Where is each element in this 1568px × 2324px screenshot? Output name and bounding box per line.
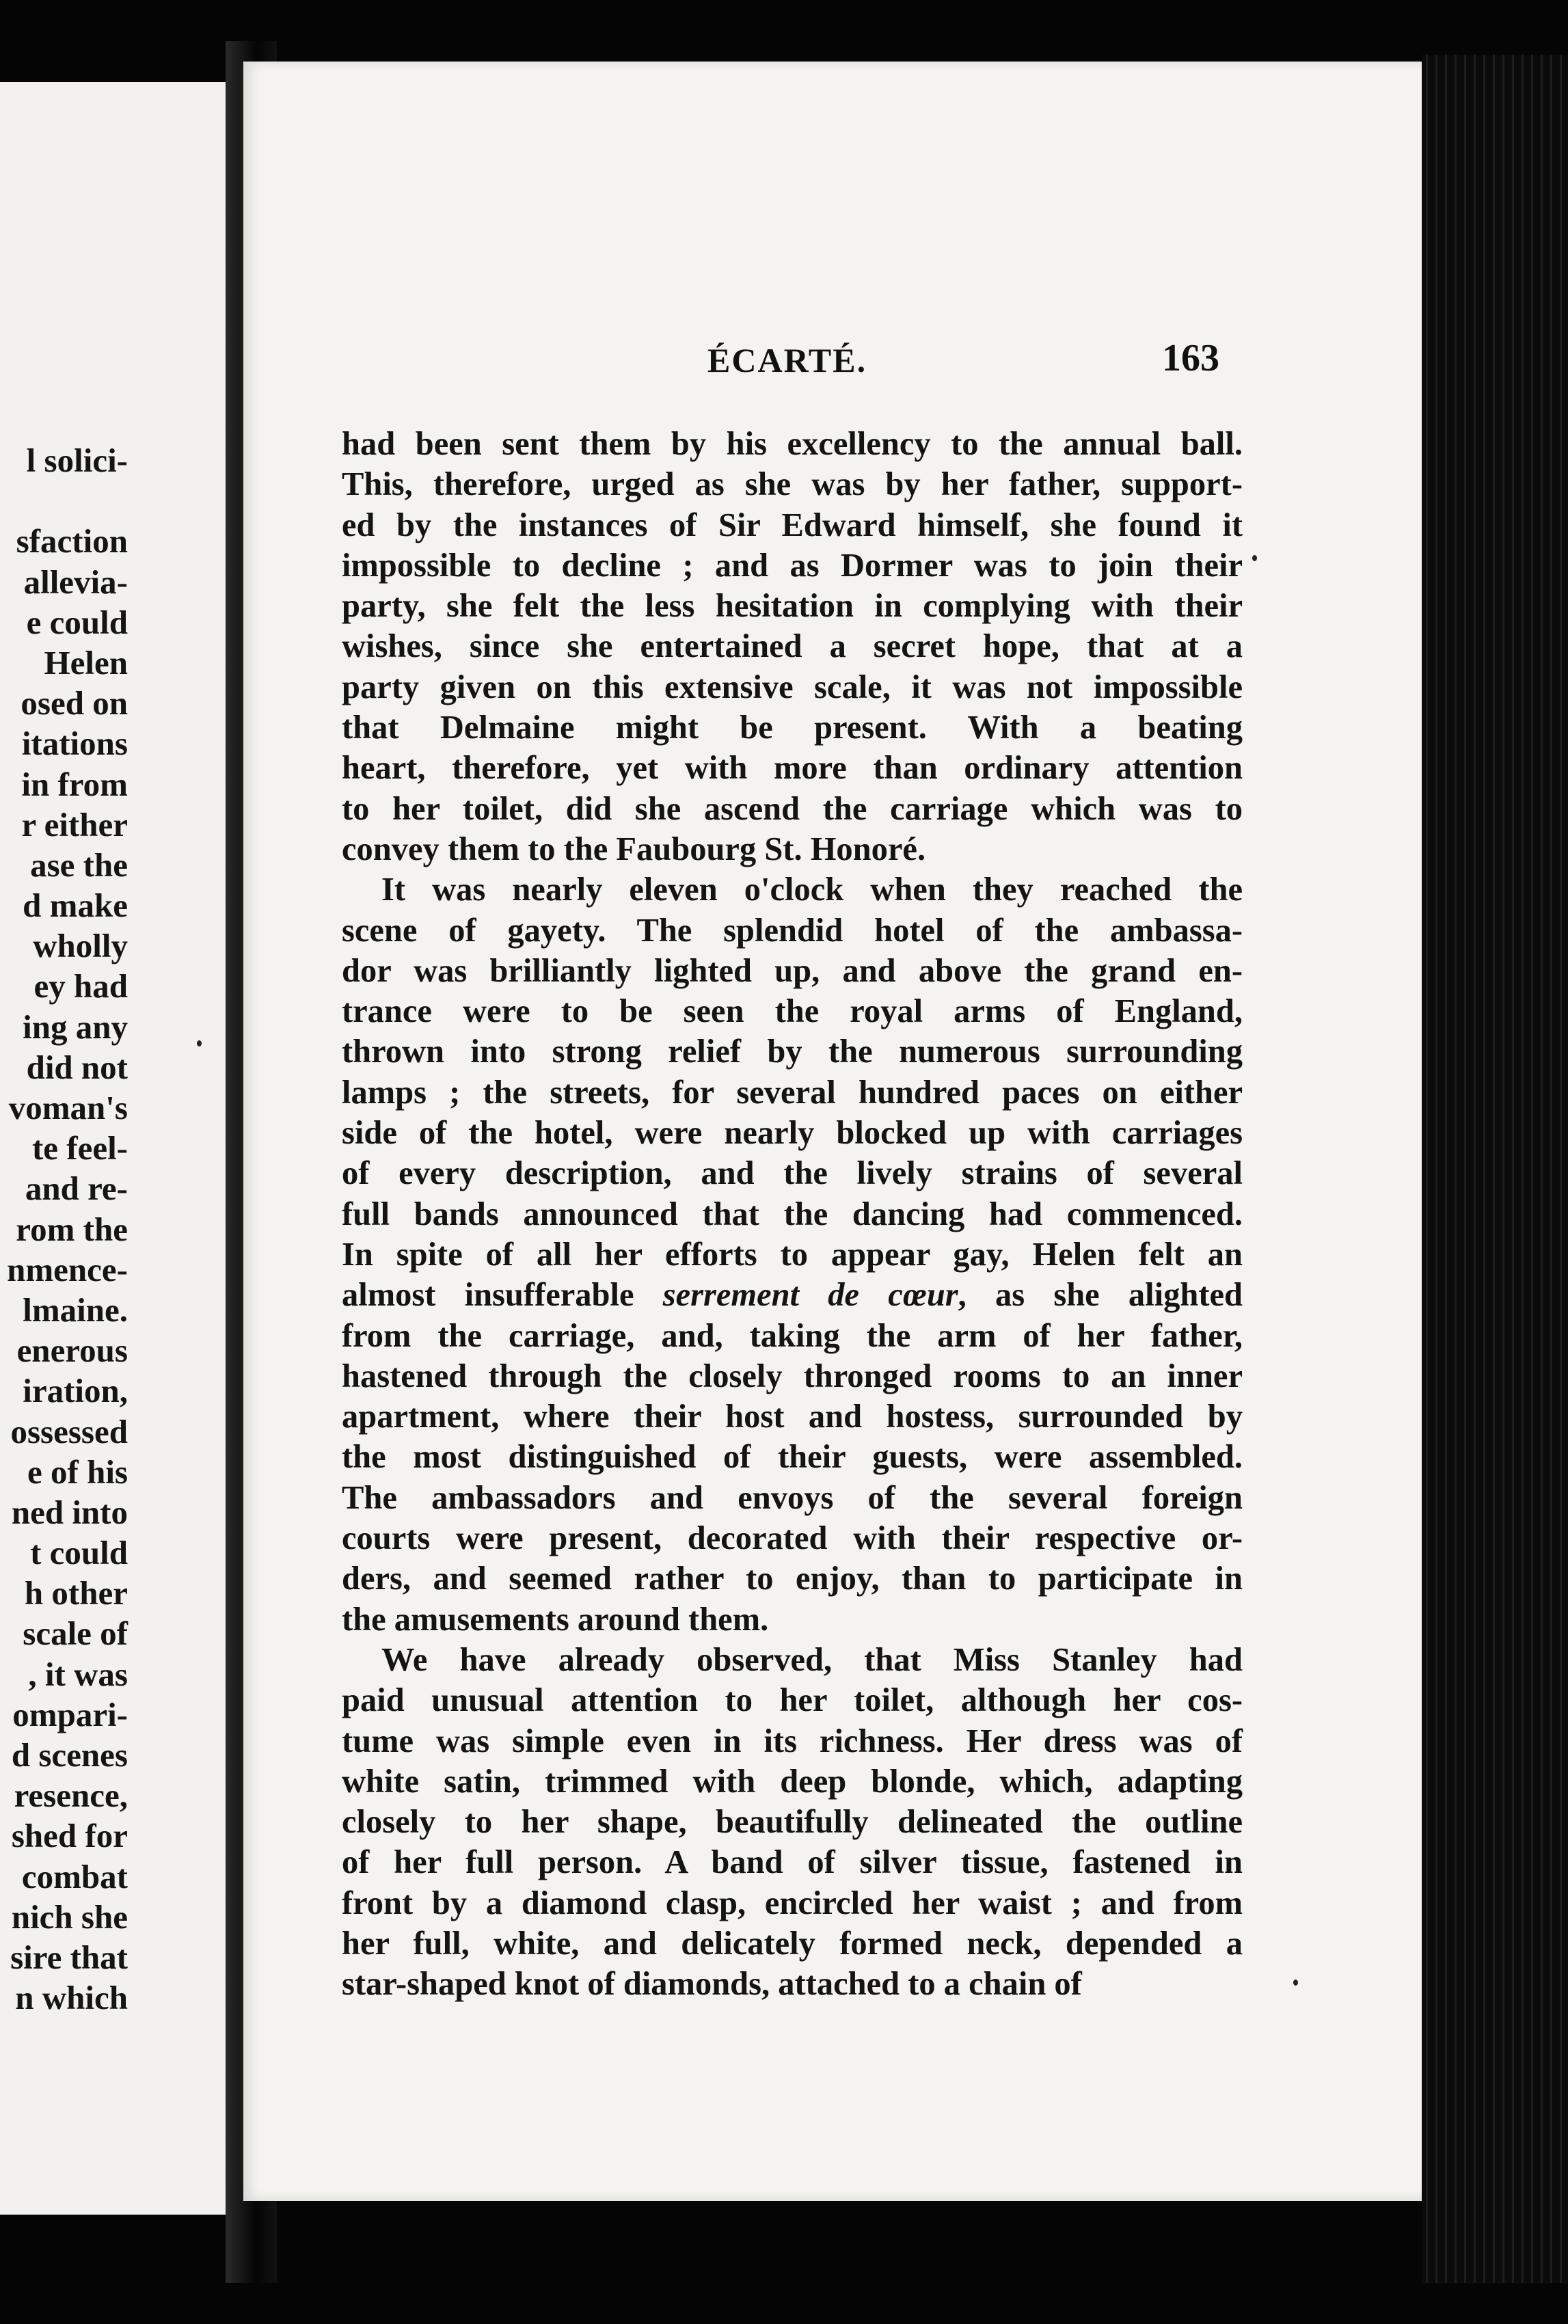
left-page-text [0, 440, 128, 2018]
paragraph [342, 1640, 1243, 2005]
text-line: party given on this extensive scale, it was not impossible [342, 668, 1243, 705]
ink-fleck [197, 1040, 202, 1046]
running-head: ÉCARTÉ. [707, 341, 867, 379]
text-line: side of the hotel, were nearly blocked up with carriages [342, 1115, 1243, 1152]
left-page-line: did not [26, 1048, 128, 1086]
text-line: courts were present, decorated with their respective or- [342, 1520, 1243, 1557]
text-line: This, therefore, urged as she was by her father, support- [342, 466, 1243, 503]
text-line: her full, white, and delicately formed neck, depended a [342, 1925, 1243, 1962]
left-page-line: ompari- [12, 1695, 128, 1733]
left-page-line: resence, [14, 1776, 128, 1815]
left-page-line: Helen [44, 643, 128, 681]
left-page-line: combat [21, 1857, 128, 1895]
text-line: full bands announced that the dancing had commenced. [342, 1195, 1243, 1232]
text-line: convey them to the Faubourg St. Honoré. [342, 830, 926, 867]
left-page-line: and re- [25, 1170, 128, 1208]
text-line: In spite of all her efforts to appear gay, Helen felt an [342, 1236, 1243, 1273]
left-page-line: voman's [8, 1089, 128, 1126]
left-page-line: in from [21, 765, 128, 803]
left-page-line: l solici- [26, 442, 128, 479]
left-page-line: , it was [28, 1655, 128, 1693]
text-line: apartment, where their host and hostess, surrounded by [342, 1399, 1243, 1435]
text-line: lamps ; the streets, for several hundred paces on either [342, 1074, 1243, 1111]
left-page-line: h other [24, 1574, 128, 1612]
left-page-line: ey had [33, 967, 128, 1005]
body-text [342, 424, 1243, 2005]
left-page-line: wholly [33, 927, 128, 965]
left-page-line: iration, [23, 1372, 128, 1410]
left-page-line: d scenes [11, 1736, 128, 1774]
text-line: the amusements around them. [342, 1601, 769, 1638]
left-page-line: allevia- [23, 563, 128, 601]
text-line: trance were to be seen the royal arms of England, [342, 993, 1243, 1030]
text-line: tume was simple even in its richness. Her dress was of [342, 1722, 1243, 1759]
left-page-line: nich she [11, 1897, 128, 1936]
left-page-line: n which [15, 1979, 128, 2017]
ink-fleck [1252, 555, 1257, 561]
text-line: heart, therefore, yet with more than ordinary attention [342, 750, 1243, 787]
paragraph [342, 869, 1243, 1640]
text-line: to her toilet, did she ascend the carriage which was to [342, 790, 1243, 827]
left-page-line: ned into [11, 1493, 128, 1531]
ink-fleck [1293, 1980, 1298, 1986]
text-line: of her full person. A band of silver tissue, fastened in [342, 1844, 1243, 1881]
left-page-line: ase the [30, 846, 128, 884]
left-page-line: e could [26, 603, 128, 641]
text-line: thrown into strong relief by the numerous surrounding [342, 1033, 1243, 1070]
left-page-fragment [0, 82, 245, 2215]
text-line: had been sent them by his excellency to the annual ball. [342, 426, 1243, 462]
left-page-line: ing any [23, 1008, 128, 1046]
text-line: paid unusual attention to her toilet, although her cos- [342, 1682, 1243, 1719]
left-page-line [0, 481, 128, 521]
text-line: It was nearly eleven o'clock when they reached the [381, 871, 1243, 908]
left-page-line: nmence- [7, 1250, 128, 1288]
text-line: the most distinguished of their guests, were assembled. [342, 1439, 1243, 1476]
left-page-line: rom the [16, 1210, 128, 1248]
text-line: wishes, since she entertained a secret hope, that at a [342, 628, 1243, 665]
text-line: hastened through the closely thronged rooms to an inner [342, 1357, 1243, 1394]
text-line: ders, and seemed rather to enjoy, than to participate in [342, 1560, 1243, 1597]
text-line: front by a diamond clasp, encircled her waist ; and from [342, 1884, 1243, 1921]
text-line: closely to her shape, beautifully delineated the outline [342, 1804, 1243, 1841]
text-line: star-shaped knot of diamonds, attached to a chain of [342, 1966, 1082, 2003]
text-line: party, she felt the less hesitation in complying with their [342, 588, 1243, 625]
text-line: scene of gayety. The splendid hotel of the ambassa- [342, 912, 1243, 949]
left-page-line: lmaine. [23, 1291, 128, 1329]
page-edges [1422, 55, 1568, 2283]
left-page-line: sfaction [16, 522, 128, 560]
left-page-line: r either [21, 805, 128, 843]
italic-phrase: serrement de cœur [662, 1277, 958, 1314]
left-page-line: enerous [16, 1332, 128, 1370]
left-page-line: d make [23, 887, 128, 925]
text-line: dor was brilliantly lighted up, and above the grand en- [342, 952, 1243, 989]
text-line: almost insufferable serrement de cœur, as she alighted [342, 1277, 1243, 1314]
text-line: impossible to decline ; and as Dormer was to join their [342, 547, 1243, 584]
left-page-line: itations [21, 725, 128, 763]
left-page-line: osed on [21, 684, 128, 722]
text-line: white satin, trimmed with deep blonde, which, adapting [342, 1763, 1243, 1800]
text-line: We have already observed, that Miss Stanley had [381, 1641, 1243, 1678]
text-line: of every description, and the lively strains of several [342, 1155, 1243, 1192]
left-page-line: ossessed [10, 1412, 128, 1450]
left-page-line: sire that [10, 1938, 128, 1976]
text-line: ed by the instances of Sir Edward himself, she found it [342, 506, 1243, 543]
left-page-line: te feel- [31, 1129, 128, 1167]
text-line: The ambassadors and envoys of the several foreign [342, 1479, 1243, 1516]
left-page-line: scale of [23, 1614, 128, 1653]
paragraph [342, 424, 1243, 869]
text-line: that Delmaine might be present. With a beating [342, 710, 1243, 746]
left-page-line: shed for [11, 1817, 128, 1855]
text-line: from the carriage, and, taking the arm of her father, [342, 1317, 1243, 1354]
page-number: 163 [1162, 337, 1219, 379]
left-page-line: e of his [27, 1452, 128, 1491]
left-page-line: t could [30, 1534, 128, 1572]
